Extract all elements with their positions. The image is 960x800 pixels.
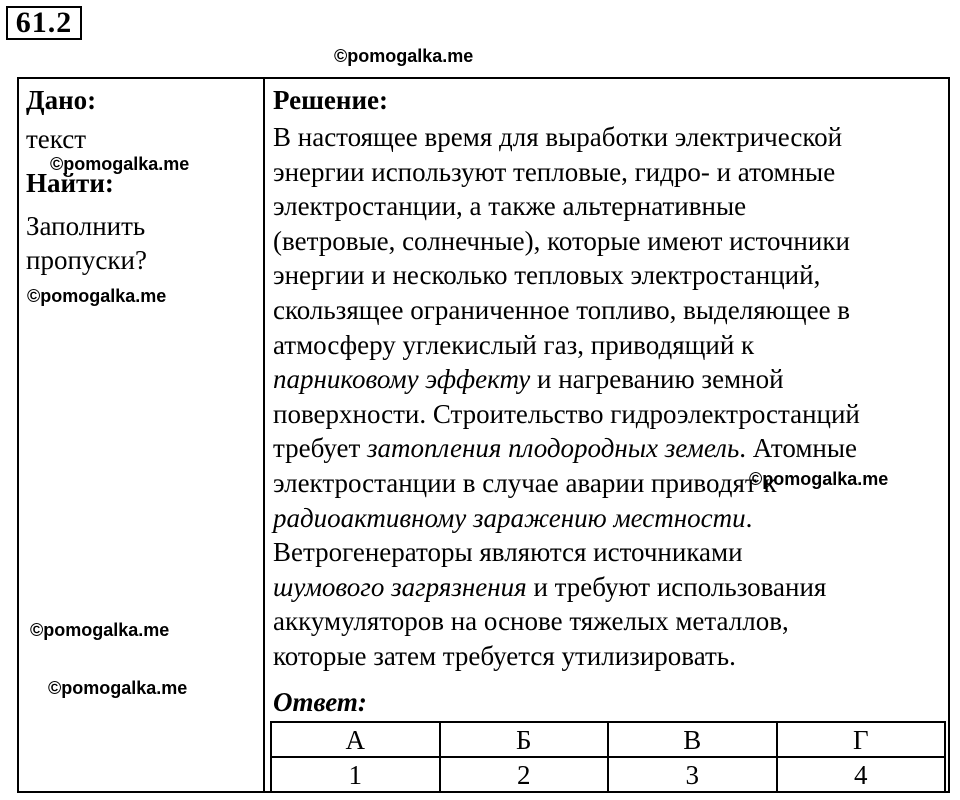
solution-line: скользящее ограниченное топливо, выделяющее в — [273, 294, 851, 325]
answer-value-cell: 3 — [608, 757, 777, 792]
answer-value-row — [271, 757, 945, 792]
solution-line: электростанции в случае аварии приводят к — [273, 467, 777, 498]
answer-header-cell: Г — [777, 722, 946, 757]
given-value: текст — [26, 124, 87, 154]
solution-line: электростанции, а также альтернативные — [273, 191, 747, 222]
answer-value-cell: 4 — [777, 757, 946, 792]
column-divider — [263, 77, 265, 793]
solution-line — [273, 431, 948, 466]
answer-value-cell: 2 — [440, 757, 609, 792]
watermark: ©pomogalka.me — [30, 620, 170, 640]
answer-label: Ответ: — [273, 687, 367, 717]
solution-line: Ветрогенераторы являются источниками — [273, 537, 743, 568]
solution-line: (ветровые, солнечные), которые имеют источники — [273, 225, 850, 256]
term-radioactive-contamination: радиоактивному заражению местности — [273, 502, 746, 533]
answer-header-cell: А — [271, 722, 440, 757]
answer-table — [270, 721, 946, 793]
answer-header-cell: В — [608, 722, 777, 757]
solution-text-fragment: . — [745, 502, 753, 533]
solution-line: аккумуляторов на основе тяжелых металлов, — [273, 606, 789, 637]
answer-header-row — [271, 722, 945, 757]
answer-header-cell: Б — [440, 722, 609, 757]
solution-line: которые затем требуется утилизировать. — [273, 640, 736, 671]
solution-line — [273, 362, 948, 397]
task-number: 61.2 — [6, 6, 82, 40]
solution-text-fragment: и требуют использования — [526, 571, 827, 602]
watermark: ©pomogalka.me — [749, 469, 889, 489]
watermark: ©pomogalka.me — [27, 286, 167, 306]
solution-line: энергии и несколько тепловых электростанций, — [273, 260, 821, 291]
solution-line: энергии используют тепловые, гидро- и атомные — [273, 156, 836, 187]
watermark: ©pomogalka.me — [334, 46, 474, 66]
watermark: ©pomogalka.me — [50, 154, 190, 174]
solution-text-fragment: требует — [273, 433, 367, 464]
find-value-line1: Заполнить — [26, 211, 146, 241]
solution-line — [273, 501, 948, 536]
solution-line: В настоящее время для выработки электрической — [273, 122, 843, 152]
term-greenhouse-effect: парниковому эффекту — [273, 364, 531, 395]
answer-value-cell: 1 — [271, 757, 440, 792]
solution-text — [273, 120, 948, 674]
solution-label: Решение: — [273, 85, 388, 115]
find-label: Найти: — [26, 168, 114, 198]
solution-text-fragment: и нагреванию земной — [530, 364, 784, 395]
watermark: ©pomogalka.me — [48, 678, 188, 698]
solution-line — [273, 570, 948, 605]
given-label: Дано: — [26, 85, 97, 115]
solution-line: атмосферу углекислый газ, приводящий к — [273, 329, 755, 360]
find-value-line2: пропуски? — [26, 245, 147, 275]
term-noise-pollution: шумового загрязнения — [273, 571, 527, 602]
term-land-flooding: затопления плодородных земель — [367, 433, 740, 464]
solution-text-fragment: . Атомные — [739, 433, 857, 464]
solution-line: поверхности. Строительство гидроэлектростанций — [273, 398, 860, 429]
